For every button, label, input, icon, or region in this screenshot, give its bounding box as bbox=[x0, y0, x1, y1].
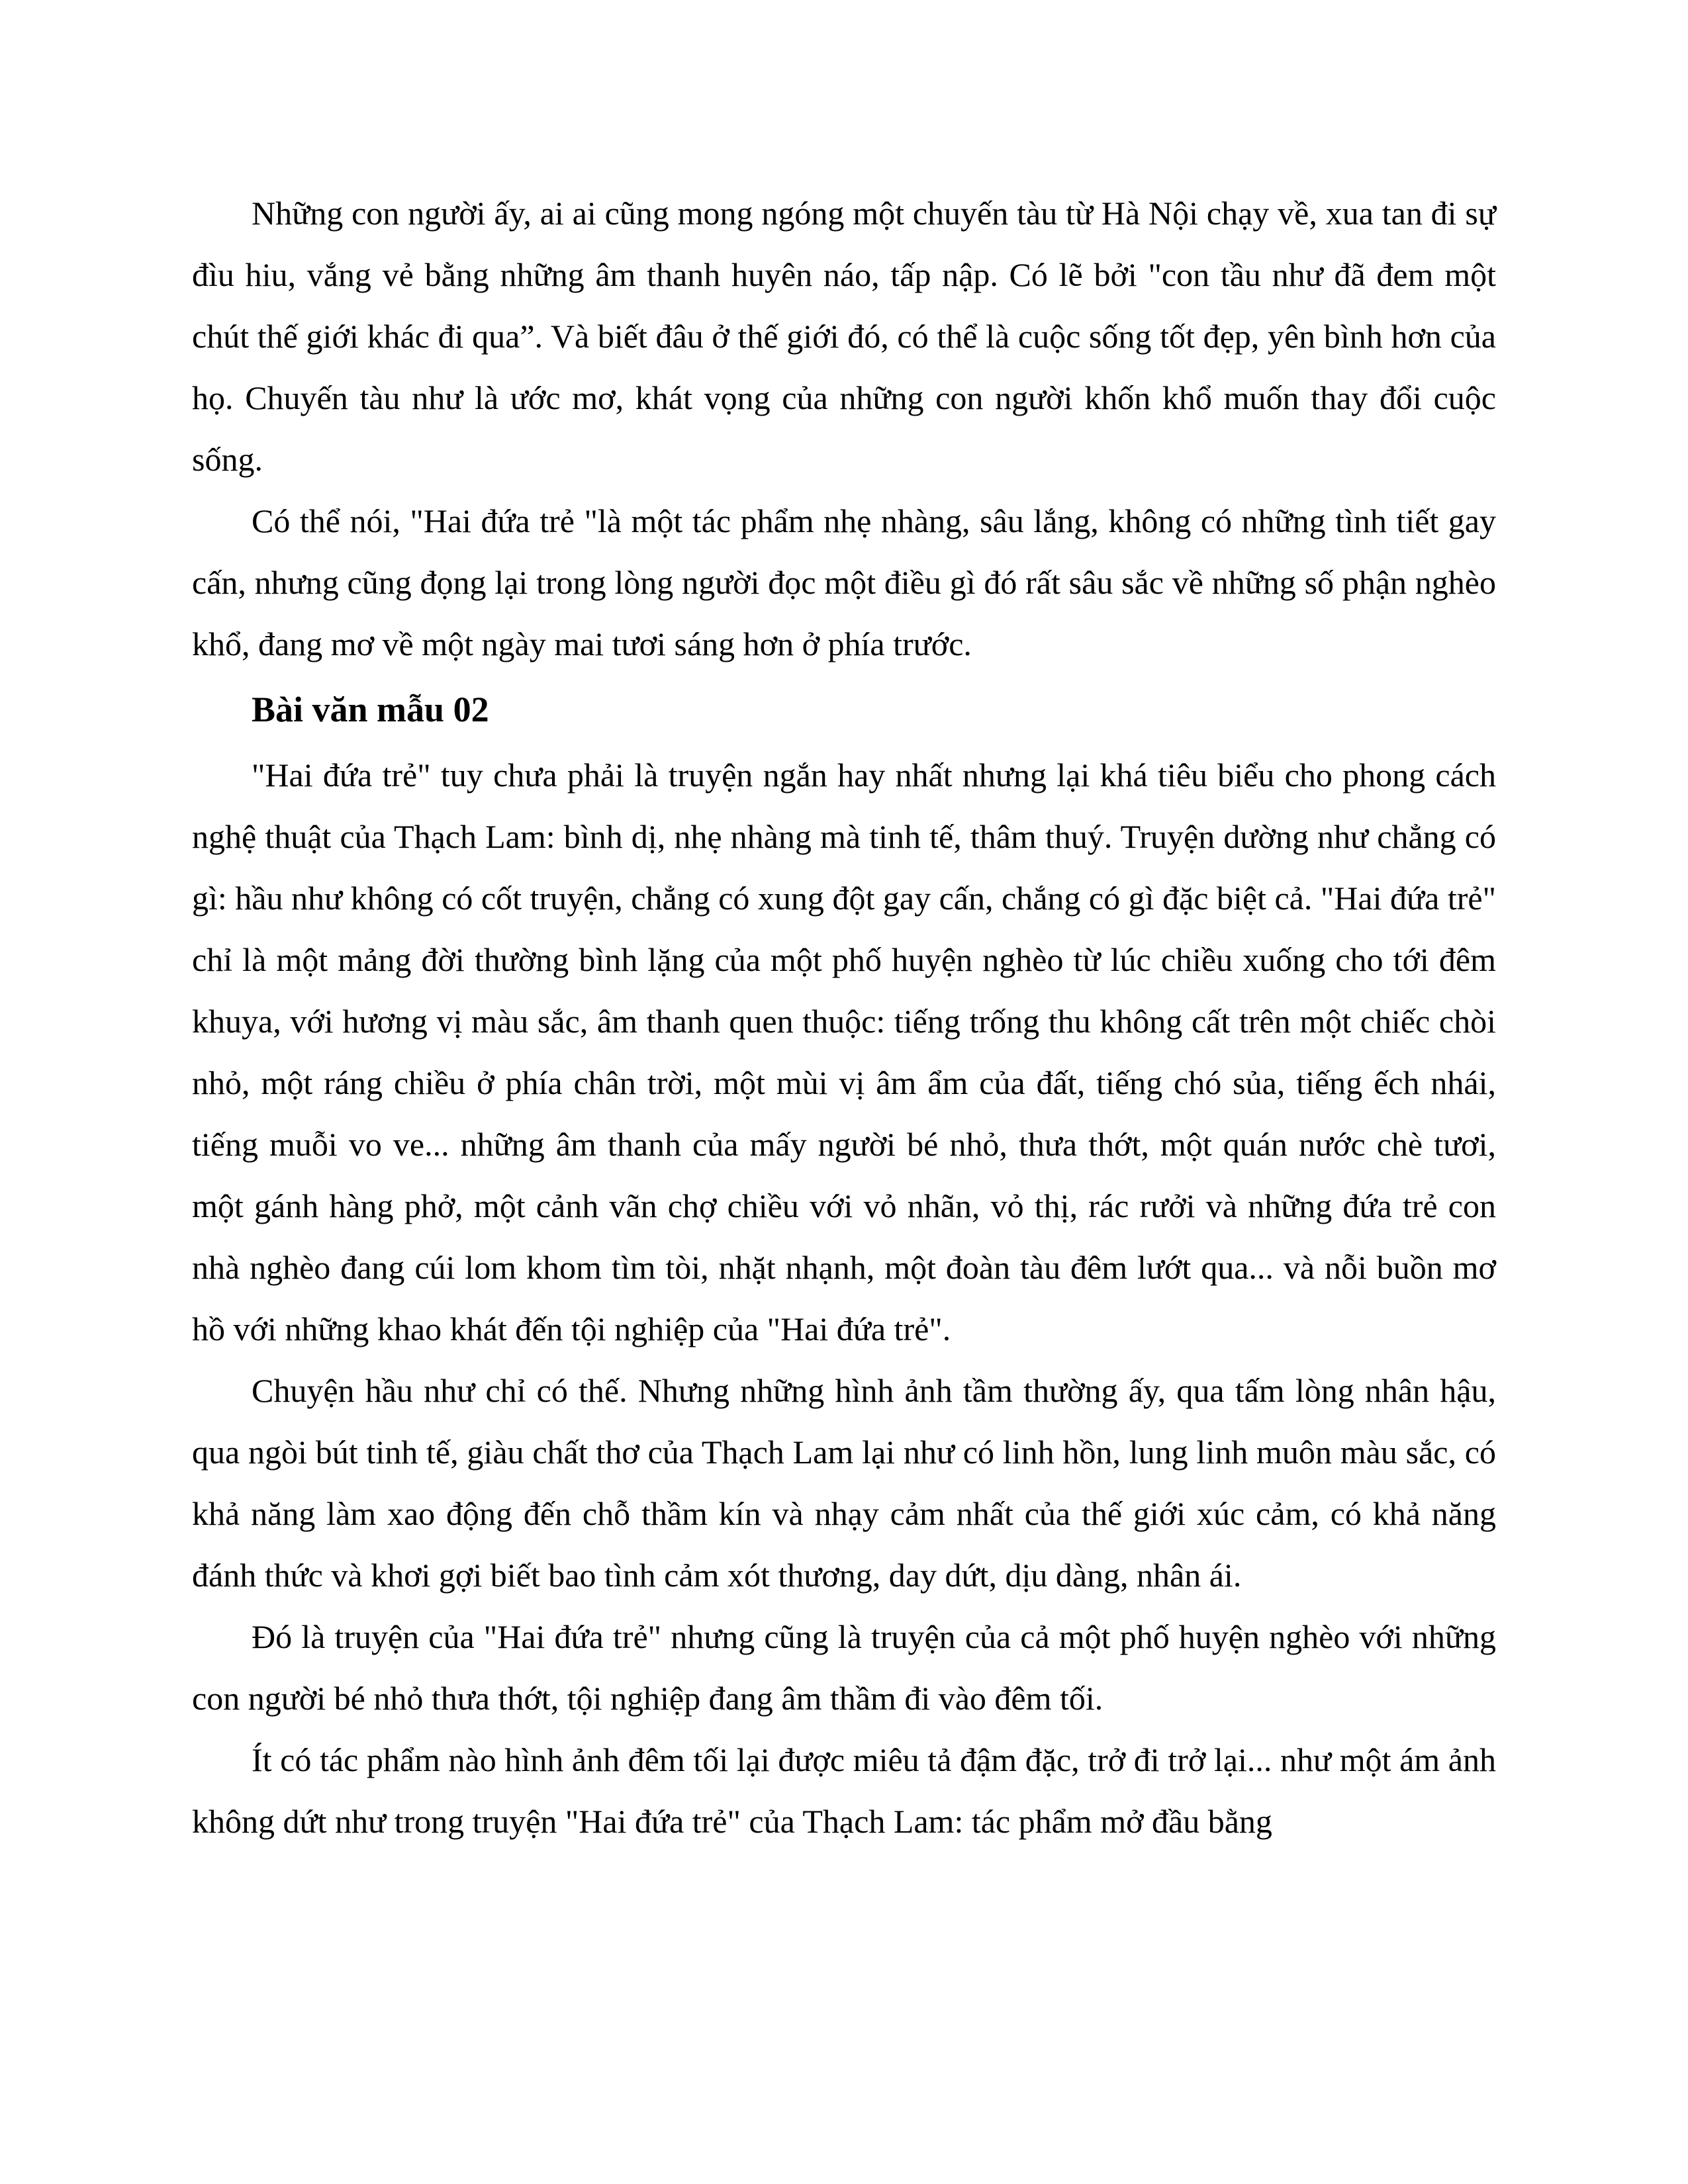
document-page bbox=[192, 183, 1496, 1852]
paragraph-6: Ít có tác phẩm nào hình ảnh đêm tối lại được miêu tả đậm đặc, trở đi trở lại... như một ám ảnh không dứt như trong truyện "Hai đứa trẻ" của Thạch Lam: tác phẩm mở đầu bằng bbox=[192, 1741, 1496, 1840]
paragraph-1: Những con người ấy, ai ai cũng mong ngóng một chuyến tàu từ Hà Nội chạy về, xua tan đi sự đìu hiu, vắng vẻ bằng những âm thanh huyên náo, tấp nập. Có lẽ bởi "con tầu như đã đem một chút thế giới khác đi qua”. Và biết đâu ở thế giới đó, có thể là cuộc sống tốt đẹp, yên bình hơn của họ. Chuyến tàu như là ước mơ, khát vọng của những con người khốn khổ muốn thay đổi cuộc sống. bbox=[192, 195, 1496, 478]
paragraph-3: "Hai đứa trẻ" tuy chưa phải là truyện ngắn hay nhất nhưng lại khá tiêu biểu cho phong cách nghệ thuật của Thạch Lam: bình dị, nhẹ nhàng mà tinh tế, thâm thuý. Truyện dường như chẳng có gì: hầu như không có cốt truyện, chẳng có xung đột gay cấn, chắng có gì đặc biệt cả. "Hai đứa trẻ" chỉ là một mảng đời thường bình lặng của một phố huyện nghèo từ lúc chiều xuống cho tới đêm khuya, với hương vị màu sắc, âm thanh quen thuộc: tiếng trống thu không cất trên một chiếc chòi nhỏ, một ráng chiều ở phía chân trời, một mùi vị âm ẩm của đất, tiếng chó sủa, tiếng ếch nhái, tiếng muỗi vo ve... những âm thanh của mấy người bé nhỏ, thưa thớt, một quán nước chè tươi, một gánh hàng phở, một cảnh vãn chợ chiều với vỏ nhãn, vỏ thị, rác rưởi và những đứa trẻ con nhà nghèo đang cúi lom khom tìm tòi, nhặt nhạnh, một đoàn tàu đêm lướt qua... và nỗi buồn mơ hồ với những khao khát đến tội nghiệp của "Hai đứa trẻ". bbox=[192, 756, 1496, 1347]
paragraph-5: Đó là truyện của "Hai đứa trẻ" nhưng cũng là truyện của cả một phố huyện nghèo với những con người bé nhỏ thưa thớt, tội nghiệp đang âm thầm đi vào đêm tối. bbox=[192, 1618, 1496, 1717]
paragraph-4: Chuyện hầu như chỉ có thế. Nhưng những hình ảnh tầm thường ấy, qua tấm lòng nhân hậu, qua ngòi bút tinh tế, giàu chất thơ của Thạch Lam lại như có linh hồn, lung linh muôn màu sắc, có khả năng làm xao động đến chỗ thầm kín và nhạy cảm nhất của thế giới xúc cảm, có khả năng đánh thức và khơi gợi biết bao tình cảm xót thương, day dứt, dịu dàng, nhân ái. bbox=[192, 1372, 1496, 1594]
paragraph-2: Có thể nói, "Hai đứa trẻ "là một tác phẩm nhẹ nhàng, sâu lắng, không có những tình tiết gay cấn, nhưng cũng đọng lại trong lòng người đọc một điều gì đó rất sâu sắc về những số phận nghèo khổ, đang mơ về một ngày mai tươi sáng hơn ở phía trước. bbox=[192, 502, 1496, 662]
section-heading: Bài văn mẫu 02 bbox=[252, 690, 489, 729]
